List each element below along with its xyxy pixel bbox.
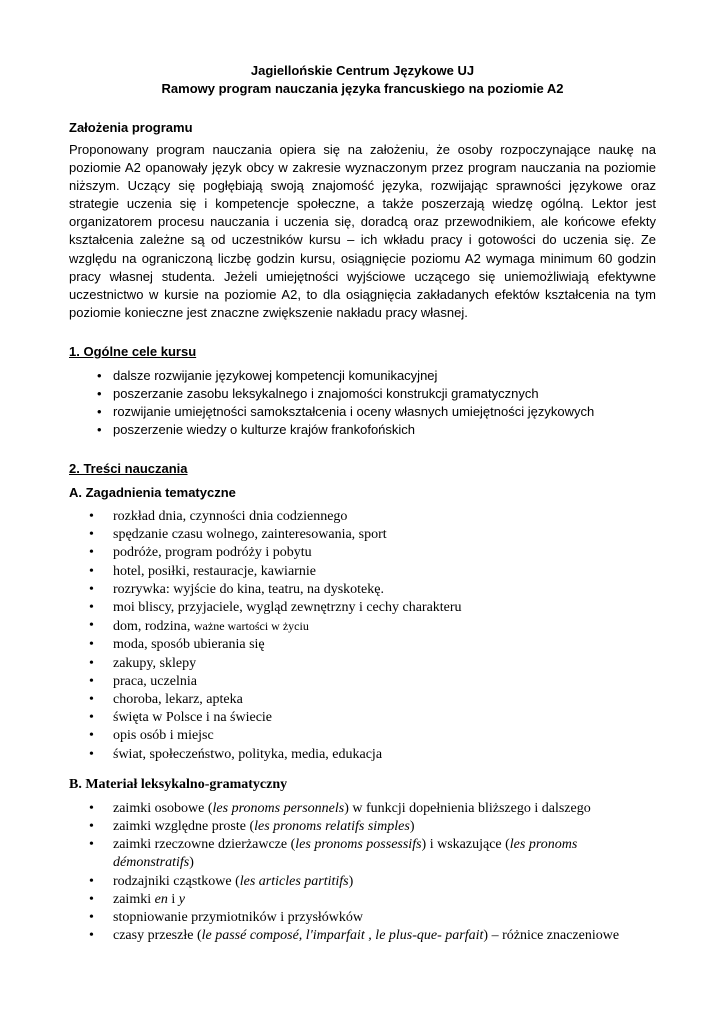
- french-term: les pronoms démonstratifs: [113, 837, 578, 871]
- list-item: • choroba, lekarz, apteka: [69, 691, 656, 709]
- text: i: [167, 891, 179, 907]
- assumptions-paragraph: [69, 141, 656, 322]
- text: ): [348, 873, 354, 889]
- list-item: • święta w Polsce i na świecie: [69, 709, 656, 727]
- list-item: • stopniowanie przymiotników i przysłówków: [69, 909, 656, 927]
- list-item: [69, 617, 656, 636]
- text: czasy przeszłe (: [113, 928, 202, 944]
- text: rodzajniki cząstkowe (: [113, 873, 240, 889]
- list-item: • moi bliscy, przyjaciele, wygląd zewnętrzny i cechy charakteru: [69, 599, 656, 617]
- text: zaimki rzeczowne dzierżawcze (: [113, 837, 296, 853]
- list-item: • spędzanie czasu wolnego, zainteresowania, sport: [69, 526, 656, 544]
- topics-list: [69, 508, 656, 764]
- document-page: [69, 62, 656, 953]
- list-item: • rozkład dnia, czynności dnia codziennego: [69, 508, 656, 526]
- list-item: [69, 818, 656, 836]
- list-item: • praca, uczelnia: [69, 673, 656, 691]
- list-item: [69, 927, 656, 945]
- list-item: [69, 873, 656, 891]
- institution-title: Jagiellońskie Centrum Językowe UJ: [250, 63, 475, 78]
- list-item: [69, 800, 656, 818]
- list-item: • hotel, posiłki, restauracje, kawiarnie: [69, 563, 656, 581]
- text: zaimki względne proste (: [113, 818, 255, 834]
- text: ): [189, 855, 194, 871]
- text: ): [409, 818, 415, 834]
- list-item: • poszerzenie wiedzy o kulturze krajów frankofońskich: [69, 421, 656, 439]
- list-item: • rozrywka: wyjście do kina, teatru, na dyskotekę.: [69, 581, 656, 599]
- text: zaimki: [113, 891, 155, 907]
- french-term: les pronoms relatifs simples: [254, 818, 410, 834]
- topics-heading: A. Zagadnienia tematyczne: [69, 484, 236, 500]
- french-term: en: [154, 891, 168, 907]
- list-item: • opis osób i miejsc: [69, 727, 656, 745]
- assumptions-heading: Założenia programu: [69, 120, 193, 135]
- list-item: • moda, sposób ubierania się: [69, 636, 656, 654]
- french-term: le passé composé, l'imparfait , le plus-que- parfait: [201, 928, 484, 944]
- list-item: • poszerzanie zasobu leksykalnego i znajomości konstrukcji gramatycznych: [69, 385, 656, 403]
- list-item: [69, 891, 656, 909]
- text: ) – różnice znaczeniowe: [483, 928, 620, 944]
- goals-list: [69, 367, 656, 439]
- text: ) w funkcji dopełnienia bliższego i dalszego: [344, 800, 591, 816]
- french-term: les articles partitifs: [239, 873, 349, 889]
- text: ) i wskazujące (: [421, 837, 510, 853]
- assumptions-text: Proponowany program nauczania opiera się na założeniu, że osoby rozpoczynające naukę na poziomie A2 opanowały język obcy w zakresie wyznaczonym przez program nauczania na poziomie niższym. Uczący się pogłębiają swoją znajomość języka, rozwijając sprawności językowe oraz strategie uczenia się i kompetencje społeczne, a także poszerzają wiedzę ogólną. Lektor jest organizatorem procesu nauczania i uczenia się, doradcą oraz przewodnikiem, ale końcowe efekty kształcenia zależne są od uczestników kursu – ich wkładu pracy i gotowości do uczenia się. Ze względu na ograniczoną liczbę godzin kursu, osiągnięcie poziomu A2 wymaga minimum 60 godzin pracy własnej studenta. Jeżeli umiejętności wyjściowe uczącego się uniemożliwiają efektywne uczestnictwo w kursie na poziomie A2, to dla osiągnięcia zakładanych efektów kształcenia na tym poziomie konieczne jest znaczne zwiększenie nakładu pracy własnej.: [69, 142, 656, 320]
- text: zaimki osobowe (: [113, 800, 213, 816]
- list-item: • świat, społeczeństwo, polityka, media, edukacja: [69, 746, 656, 764]
- grammar-heading: B. Materiał leksykalno-gramatyczny: [69, 776, 288, 792]
- grammar-list: [69, 800, 656, 946]
- list-item: • rozwijanie umiejętności samokształcenia i oceny własnych umiejętności językowych: [69, 403, 656, 421]
- list-item: • zakupy, sklepy: [69, 655, 656, 673]
- list-item-text: dom, rodzina,: [113, 619, 194, 635]
- list-item: • dalsze rozwijanie językowej kompetencji komunikacyjnej: [69, 367, 656, 385]
- list-item-small-text: ważne wartości w życiu: [193, 619, 309, 634]
- program-title: Ramowy program nauczania języka francuskiego na poziomie A2: [161, 81, 564, 96]
- list-item: • podróże, program podróży i pobytu: [69, 544, 656, 562]
- section1-heading: 1. Ogólne cele kursu: [69, 343, 197, 359]
- list-item: [69, 836, 656, 872]
- french-term: les pronoms possessifs: [295, 837, 422, 853]
- french-term: les pronoms personnels: [212, 800, 345, 816]
- section2-heading: 2. Treści nauczania: [69, 460, 188, 476]
- french-term: y: [178, 891, 185, 907]
